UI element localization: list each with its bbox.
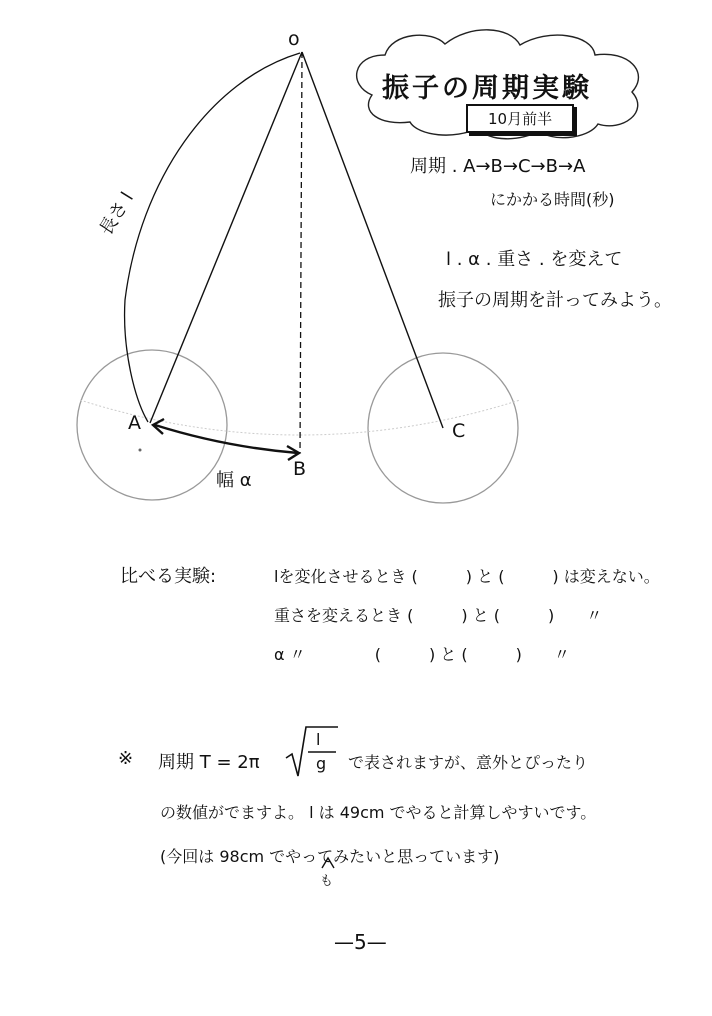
comparison-row2: 重さを変えるとき ( ) と ( ) 〃 [274,606,603,625]
length-arc [125,53,300,422]
comparison-row1: lを変化させるとき ( ) と ( ) は変えない。 [274,567,660,586]
string-oa [150,52,302,423]
label-c: C [452,420,466,442]
note-line3: (今回は 98cm でやってみたいと思っています) [160,847,500,866]
instruction-line2: 振子の周期を計ってみよう。 [438,290,672,311]
comparison-heading: 比べる実験: [120,566,217,587]
comparison-row3: α 〃 ( ) と ( ) 〃 [274,645,570,664]
instruction-line1: l . α . 重さ . を変えて [446,249,623,270]
page-number: —5— [334,930,387,954]
label-o: o [288,28,300,50]
definition-line1: 周期 . A→B→C→B→A [410,156,586,177]
note-insert: も [320,874,334,889]
label-b: B [293,458,307,480]
label-length: 長さ l [95,188,138,240]
formula-numerator: l [316,730,321,749]
subtitle: 10月前半 [466,104,574,133]
title: 振子の周期実験 [382,73,592,104]
center-dot [139,449,142,452]
note-mark: ※ [118,748,134,769]
string-oc [302,52,443,428]
string-ob-dashed [300,52,302,453]
formula-denominator: g [316,754,327,773]
formula-prefix: 周期 T = 2π [158,752,260,773]
definition-line2: にかかる時間(秒) [490,190,615,209]
label-a: A [128,412,141,434]
note-line1-rest: で表されますが、意外とぴったり [348,753,589,772]
label-width: 幅 α [216,470,252,491]
note-line2: の数値がでますよ。 l は 49cm でやると計算しやすいです。 [160,803,597,822]
